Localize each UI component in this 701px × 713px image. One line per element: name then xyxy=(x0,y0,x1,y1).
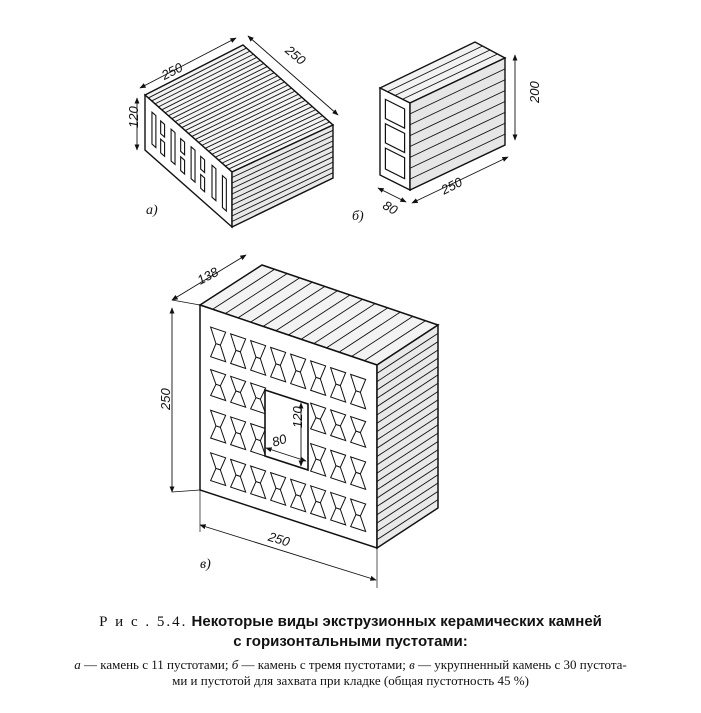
caption-title xyxy=(0,612,701,651)
legend-text-b: — камень с тремя пустотами; xyxy=(238,657,410,672)
brick-a-hole xyxy=(222,176,226,211)
brick-b-holes xyxy=(385,99,404,178)
legend-key-b: б xyxy=(231,657,239,672)
brick-c-dim-length: 250 xyxy=(266,528,292,550)
brick-c-dim-depth: 138 xyxy=(194,264,221,288)
brick-a-hole xyxy=(181,139,185,155)
brick-b-drawing xyxy=(378,42,515,203)
brick-a-hole xyxy=(191,147,195,182)
brick-c-dim-hole-width: 80 xyxy=(270,431,289,450)
caption-title-line1: Некоторые виды экструзионных керамических камней xyxy=(191,613,602,630)
brick-c-label: в) xyxy=(200,557,211,572)
brick-a-hole xyxy=(181,157,185,174)
legend-key-a: а xyxy=(74,657,81,672)
brick-a-dim-length: 250 xyxy=(282,42,309,68)
brick-a-hole xyxy=(152,112,156,147)
legend-text-a: — камень с 11 пустотами; xyxy=(80,657,232,672)
brick-a-hole xyxy=(161,121,165,137)
brick-b-dim-length: 250 xyxy=(438,174,465,198)
brick-c-dim-hole-height: 120 xyxy=(290,406,305,428)
caption-title-line2: с горизонтальными пустотами: xyxy=(233,633,468,650)
legend-text-c: — укрупненный камень с 30 пустота- xyxy=(414,657,627,672)
brick-c-grip-hole xyxy=(265,390,308,470)
brick-b-label: б) xyxy=(352,209,364,224)
brick-a-hole xyxy=(171,129,175,164)
brick-a-label: а) xyxy=(146,203,158,218)
legend-key-c: в xyxy=(409,657,415,672)
brick-b-dim-height: 200 xyxy=(527,81,542,103)
legend-line2: ми и пустотой для захвата при кладке (общая пустотность 45 %) xyxy=(172,673,529,688)
caption-legend xyxy=(0,657,701,689)
brick-c-dim-height: 250 xyxy=(158,388,173,410)
brick-a-hole xyxy=(212,165,216,200)
brick-c-drawing xyxy=(172,255,438,588)
figure-caption xyxy=(0,612,701,689)
brick-b-dim-width: 80 xyxy=(380,197,401,218)
caption-lead: Р и с . 5.4. xyxy=(99,614,188,630)
brick-a-dim-height: 120 xyxy=(126,106,141,128)
brick-a-hole xyxy=(201,175,205,192)
brick-a-hole xyxy=(161,139,165,156)
brick-a-hole xyxy=(201,156,205,172)
brick-a-dim-width: 250 xyxy=(158,59,186,83)
